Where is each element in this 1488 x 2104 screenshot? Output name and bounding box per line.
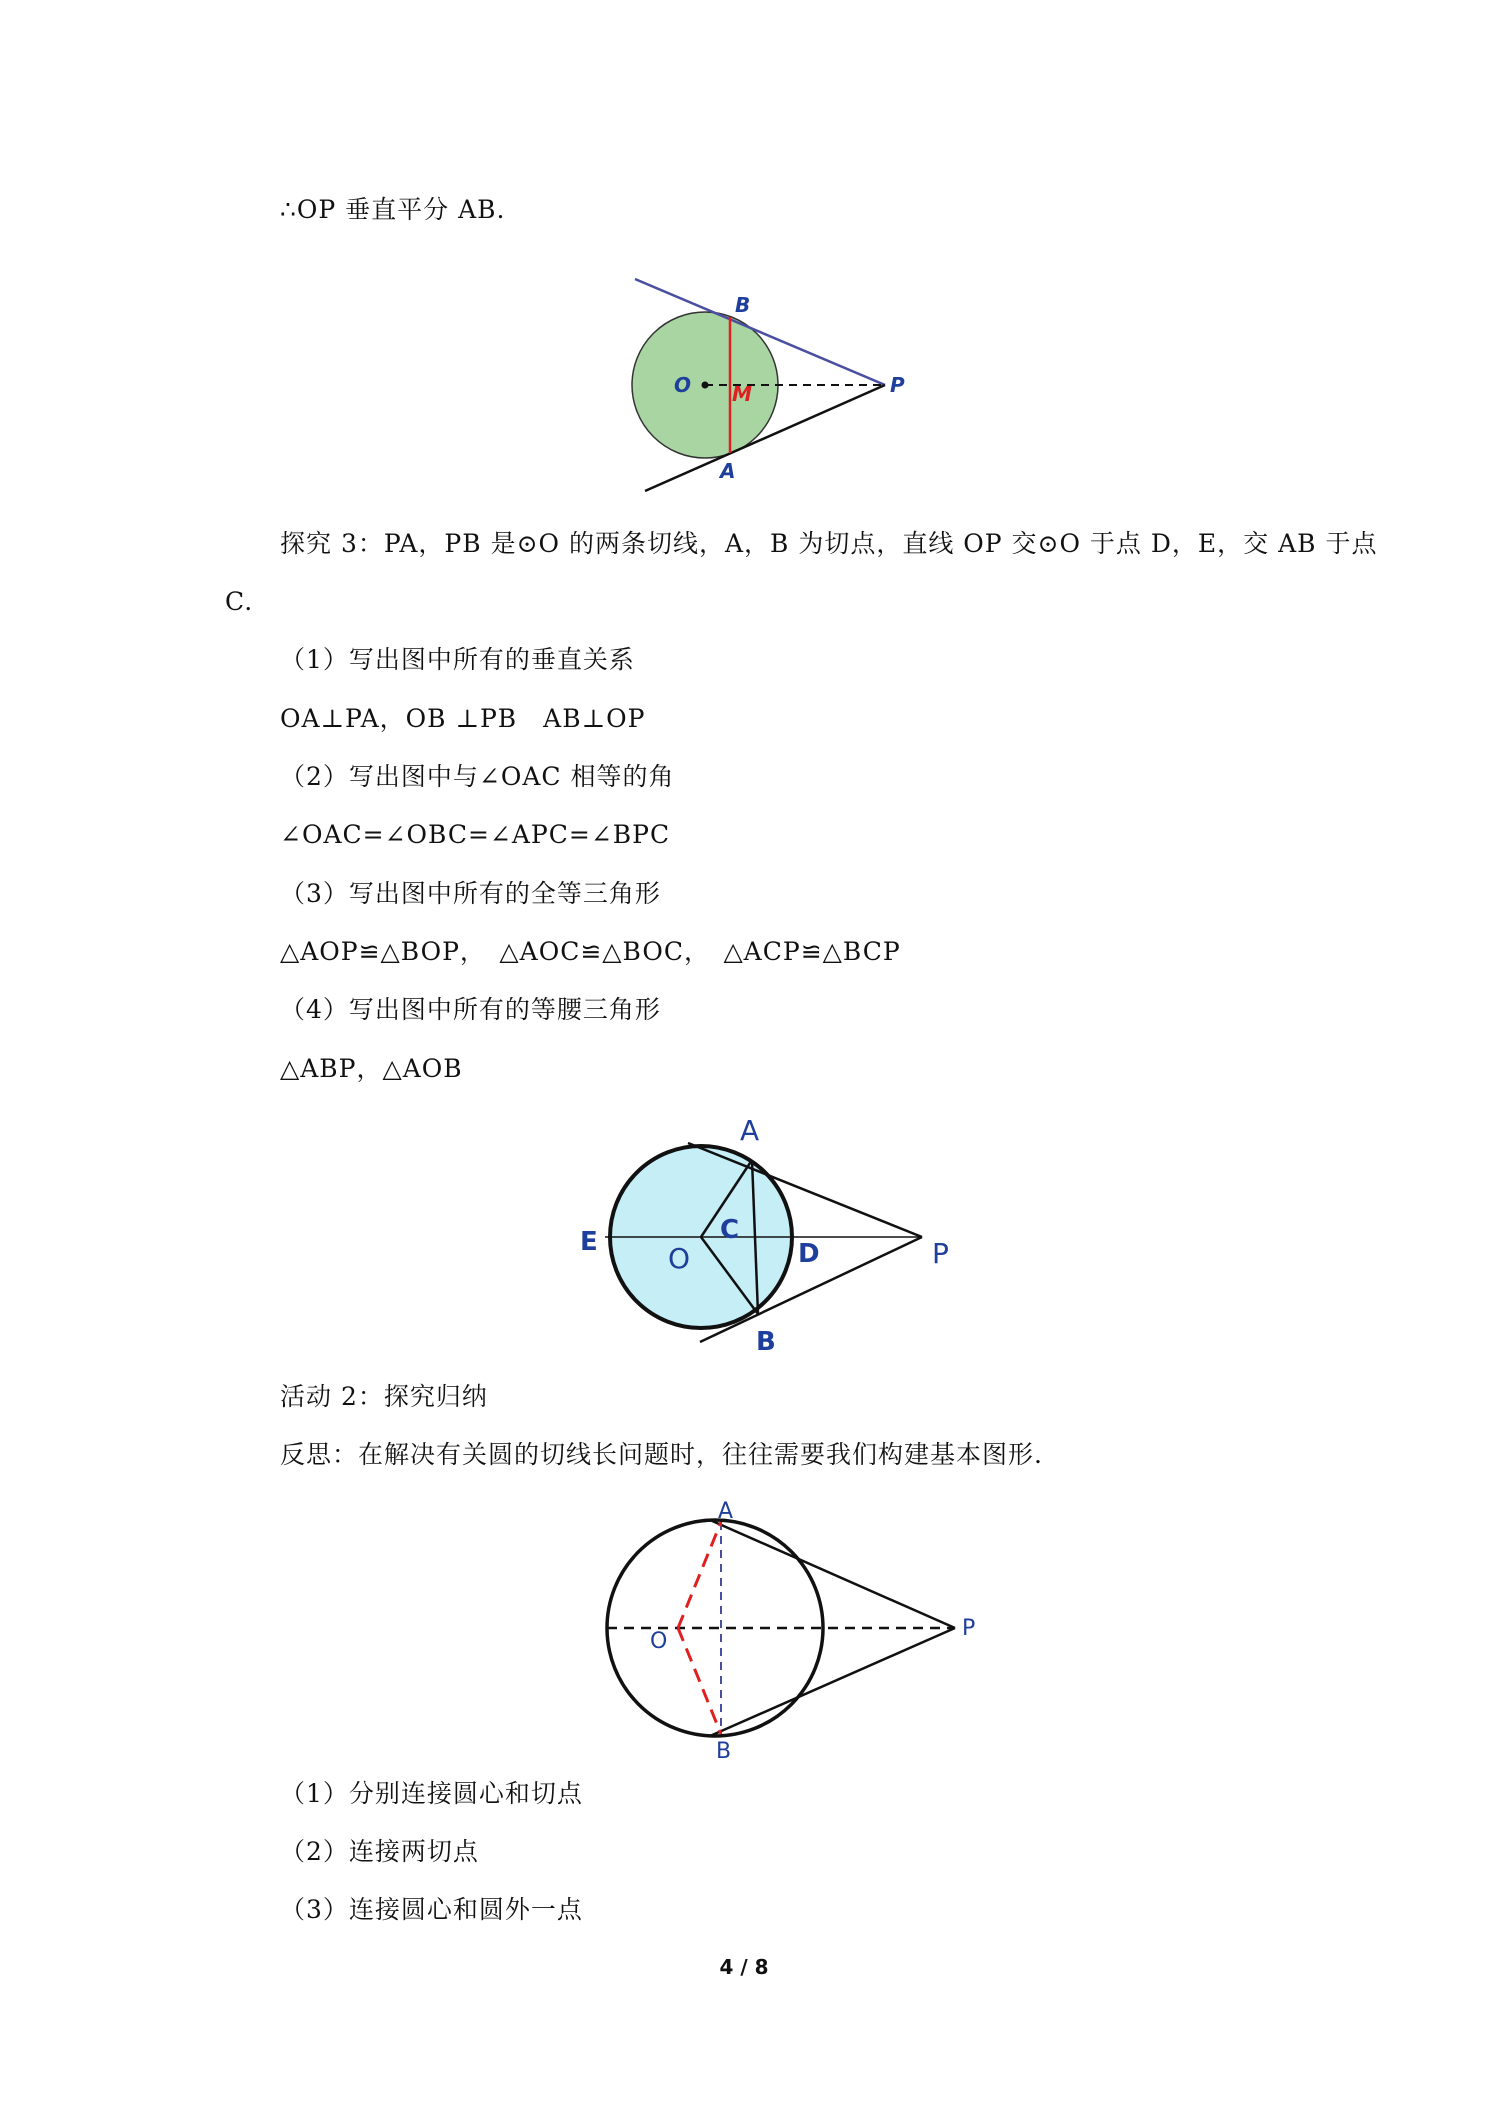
question-4: （4）写出图中所有的等腰三角形 bbox=[280, 995, 661, 1024]
label-p: P bbox=[932, 1237, 949, 1270]
conclusion-text: ∴OP 垂直平分 AB. bbox=[280, 195, 506, 224]
answer-1: OA⊥PA，OB ⊥PB AB⊥OP bbox=[280, 704, 646, 733]
label-b: B bbox=[756, 1327, 776, 1357]
question-3: （3）写出图中所有的全等三角形 bbox=[280, 879, 661, 908]
radius-ob-dashed bbox=[678, 1628, 721, 1734]
reflection-text: 反思：在解决有关圆的切线长问题时，往往需要我们构建基本图形. bbox=[280, 1440, 1043, 1469]
center-point-o bbox=[702, 382, 709, 389]
figure-tangent-perpendicular-bisector bbox=[620, 265, 940, 505]
tangent-pb bbox=[710, 1628, 955, 1736]
step-3: （3）连接圆心和圆外一点 bbox=[280, 1895, 583, 1924]
step-1: （1）分别连接圆心和切点 bbox=[280, 1779, 583, 1808]
figure-tangent-lengths-cdep bbox=[570, 1110, 990, 1360]
label-e: E bbox=[580, 1227, 598, 1257]
label-m: M bbox=[732, 382, 752, 406]
question-2: （2）写出图中与∠OAC 相等的角 bbox=[280, 762, 675, 791]
answer-3: △AOP≌△BOP， △AOC≌△BOC， △ACP≌△BCP bbox=[280, 937, 901, 966]
label-c: C bbox=[720, 1215, 740, 1245]
page-number: 4 / 8 bbox=[719, 1955, 769, 1979]
label-o: O bbox=[650, 1629, 668, 1654]
label-p: P bbox=[962, 1616, 976, 1641]
question-1: （1）写出图中所有的垂直关系 bbox=[280, 645, 635, 674]
label-b: B bbox=[735, 293, 751, 317]
label-a: A bbox=[720, 459, 736, 483]
answer-4: △ABP，△AOB bbox=[280, 1054, 463, 1083]
label-p: P bbox=[890, 373, 905, 397]
label-o: O bbox=[674, 373, 692, 397]
label-b: B bbox=[716, 1739, 732, 1760]
label-o: O bbox=[668, 1242, 691, 1275]
figure-basic-construction bbox=[570, 1500, 990, 1760]
activity-2-heading: 活动 2：探究归纳 bbox=[280, 1382, 488, 1411]
radius-oa-dashed bbox=[678, 1522, 721, 1628]
answer-2: ∠OAC=∠OBC=∠APC=∠BPC bbox=[280, 820, 671, 849]
tangent-pa bbox=[710, 1520, 955, 1628]
label-a: A bbox=[740, 1114, 760, 1147]
explore3-text-line2: C. bbox=[225, 587, 254, 616]
step-2: （2）连接两切点 bbox=[280, 1837, 479, 1866]
label-d: D bbox=[798, 1239, 820, 1269]
label-a: A bbox=[718, 1500, 734, 1524]
explore3-text-line1: 探究 3：PA，PB 是⊙O 的两条切线，A，B 为切点，直线 OP 交⊙O 于点 D，E，交 AB 于点 bbox=[280, 529, 1378, 558]
